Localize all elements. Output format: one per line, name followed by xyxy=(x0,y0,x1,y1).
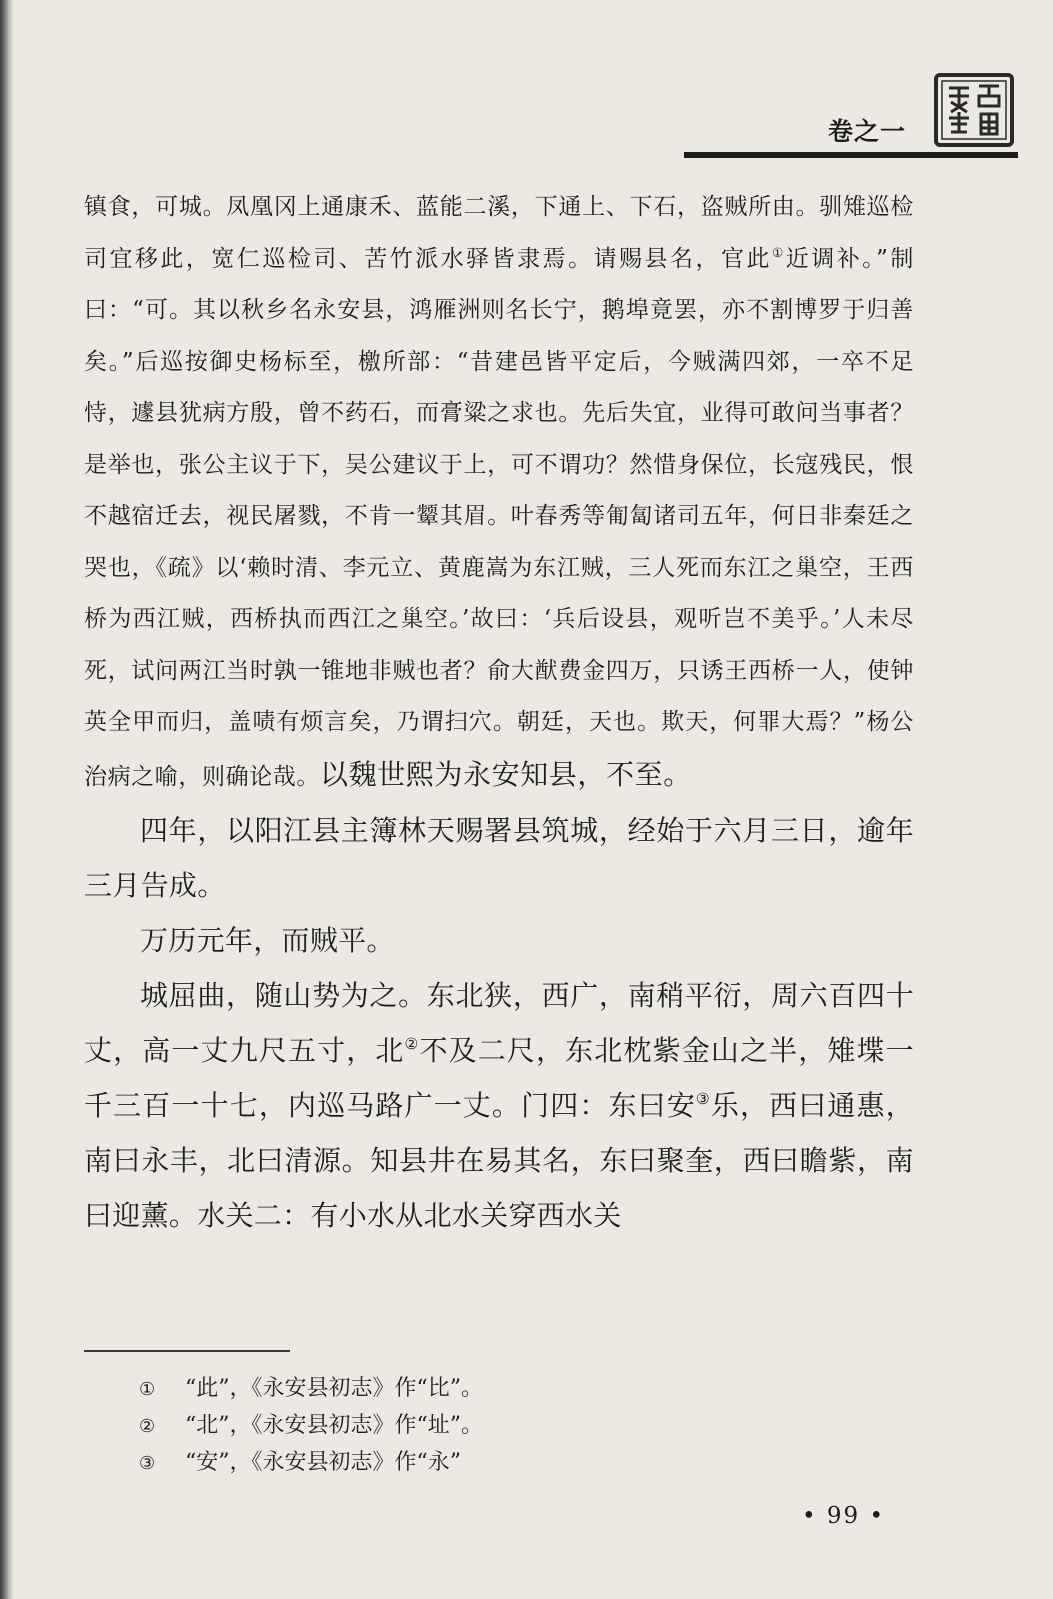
footnote-text: “北”，《永安县初志》作“址”。 xyxy=(185,1413,483,1438)
paragraph-3: 万历元年，而贼平。 xyxy=(140,924,395,957)
paragraph-1 xyxy=(84,182,914,803)
paragraph-4-part-2: 不及二尺，东北枕紫金山之半，雉堞一千三百一十七，内巡马路广一丈。门四：东曰安 xyxy=(84,1034,914,1122)
paragraph-1-part-2: 近调补。”制曰：“可。其以秋乡名永安县，鸿雁洲则名长宁，鹅埠竟罢，亦不割博罗于归善矣。”后巡按御史杨标至，檄所部：“昔建邑皆平定后，今贼满四郊，一卒不足恃，遽县犹病方殷，曾不药石，而膏粱之求也。先后失宜，业得可敢问当事者？是举也，张公主议于下，吴公建议于上，可不谓功？然惜身保位，长寇残民，恨不越宿迁去，视民屠戮，不肯一颦其眉。叶春秀等匍匐诸司五年，何日非秦廷之哭也，《疏》以‘赖时清、李元立、黄鹿嵩为东江贼，三人死而东江之巢空，王西桥为西江贼，西桥执而西江之巢空。’故曰：‘兵后设县，观听岂不美乎。’人未尽死，试问两江当时孰一锥地非贼也者？俞大猷费金四万，只诱王西桥一人，使钟英全甲而归，盖啧有烦言矣，乃谓扫穴。朝廷，天也。欺天，何罪大焉？”杨公治病之喻，则确论哉。 xyxy=(84,245,915,790)
footnote-text: “安”，《永安县初志》作“永” xyxy=(185,1450,461,1475)
footnote-separator xyxy=(84,1350,290,1352)
footnote-2 xyxy=(139,1407,839,1444)
footnote-text: “此”，《永安县初志》作“比”。 xyxy=(185,1376,483,1401)
footnote-number: ③ xyxy=(139,1453,156,1474)
paragraph-4-part-3: 乐，西曰通惠，南曰永丰，北曰清源。知县井在易其名，东曰聚奎，西曰瞻紫，南曰迎薰。水关二：有小水从北水关穿西水关 xyxy=(84,1089,914,1232)
book-spine-shadow xyxy=(0,0,14,1599)
header-rule xyxy=(684,152,1018,158)
paragraph-1-tail: 以魏世熙为永安知县，不至。 xyxy=(320,757,692,791)
seal-stamp-icon xyxy=(933,72,1015,148)
paragraph-4-part-1: 城屈曲，随山势为之。东北狭，西广，南稍平衍，周六百四十丈，高一丈九尺五寸，北 xyxy=(84,979,914,1067)
paragraph-1-part-1: 镇食，可城。凤凰冈上通康禾、蓝能二溪，下通上、下石，盗贼所由。驯雉巡检司宜移此，宽仁巡检司、苦竹派水驿皆隶焉。请赐县名，官此 xyxy=(84,194,914,272)
paragraph-2: 四年，以阳江县主簿林天赐署县筑城，经始于六月三日，逾年三月告成。 xyxy=(84,814,914,902)
main-text xyxy=(84,182,914,1243)
page-number: • 99 • xyxy=(802,1503,886,1529)
footnote-ref-2: ② xyxy=(404,1035,420,1054)
footnote-ref-1: ① xyxy=(771,244,786,260)
paragraph-4 xyxy=(84,968,914,1243)
footnote-number: ① xyxy=(139,1379,156,1400)
footnote-1 xyxy=(139,1370,839,1407)
footnotes xyxy=(139,1370,839,1481)
footnote-ref-3: ③ xyxy=(695,1090,711,1109)
running-header-title: 卷之一 xyxy=(828,117,907,146)
footnote-3 xyxy=(139,1444,839,1481)
footnote-number: ② xyxy=(139,1416,156,1437)
